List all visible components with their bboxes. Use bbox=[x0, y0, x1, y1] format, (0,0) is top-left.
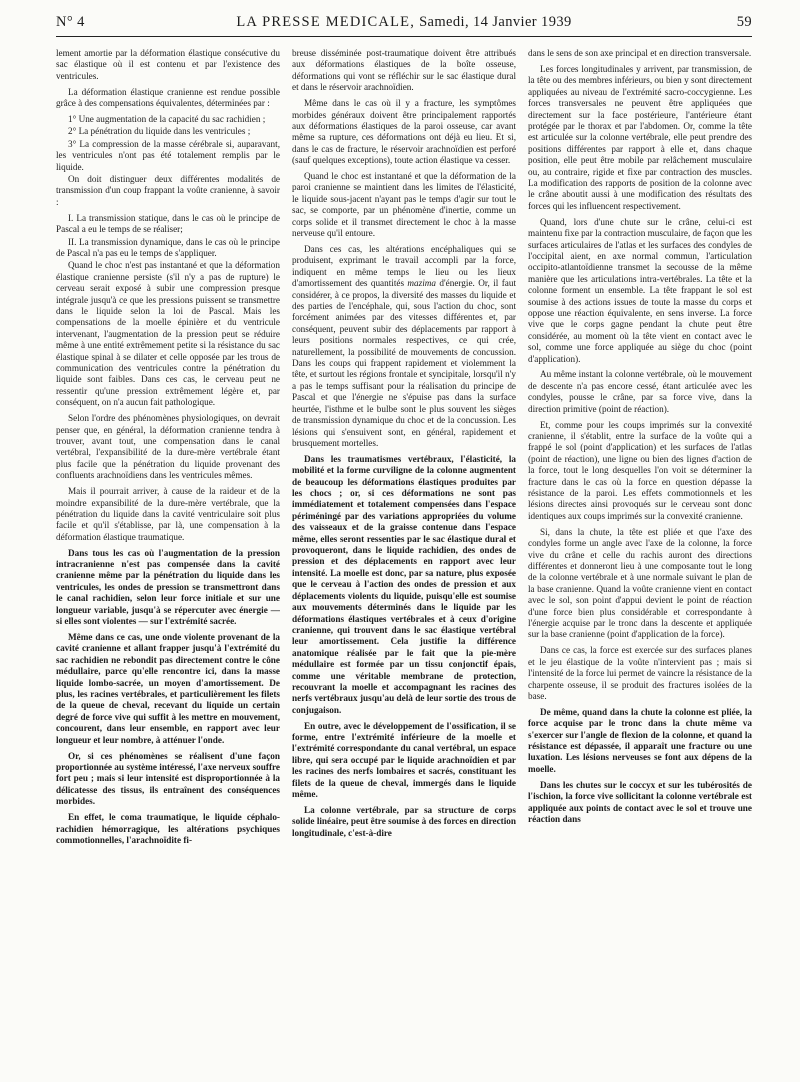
italic-term: mazima bbox=[407, 278, 437, 289]
paragraph: Dans tous les cas où l'augmentation de la pression intracranienne n'est pas compensée dans la cavité cranienne même par la pénétration du liquide dans les ventricules, les ondes de pression se transmettront dans le canal rachidien, selon leur force initiale et sur une longueur variable, jusqu'à se répercuter avec énergie — si elles sont violentes — sur l'extrémité sacrée. bbox=[56, 547, 280, 627]
paragraph: Au même instant la colonne vertébrale, où le mouvement de descente n'a pas encore cessé, étant articulée avec les condyles, pousse le crâne, par sa force vive, dans la direction primitive (point de réaction). bbox=[528, 369, 752, 414]
paragraph: Dans les chutes sur le coccyx et sur les tubérosités de l'ischion, la force vive sollicitant la colonne vertébrale est appliquée aux points de contact avec le sol et trouve une réaction dans bbox=[528, 779, 752, 824]
running-header bbox=[56, 12, 752, 37]
column-2 bbox=[292, 48, 516, 1074]
paragraph: Même dans le cas où il y a fracture, les symptômes morbides généraux doivent être principalement rapportés aux déformations élastiques de la paroi osseuse, car avant même sa rupture, ces déformations ont déjà eu lieu. Et si, dans le cas de fracture, le réservoir arachnoïdien est perforé (sauf quelques exceptions), toute action élastique va cesser. bbox=[292, 98, 516, 166]
list-item: II. La transmission dynamique, dans le cas où le principe de Pascal n'a pas eu le temps de s'appliquer. bbox=[56, 236, 280, 258]
issue-date: Samedi, 14 Janvier 1939 bbox=[419, 14, 572, 30]
paragraph: La déformation élastique cranienne est rendue possible grâce à des compensations équivalentes, déterminées par : bbox=[56, 86, 280, 109]
paragraph: Mais il pourrait arriver, à cause de la raideur et de la moindre expansibilité de la dure-mère vertébrale, que la pénétration du liquide dans la cavité ventriculaire soit plus facile et qu'il s'établisse, par là, une compensation à la déformation élastique traumatique. bbox=[56, 486, 280, 542]
paragraph: Dans ce cas, la force est exercée sur des surfaces planes et le jeu élastique de la voûte n'intervient pas ; mais si l'intensité de la force lui permet de vaincre la résistance de la charpente osseuse, il se produit des fractures isolées de la base. bbox=[528, 645, 752, 701]
issue-number: N° 4 bbox=[56, 14, 85, 30]
paragraph: Selon l'ordre des phénomènes physiologiques, on devrait penser que, en général, la déformation cranienne tendra à trouver, avant tout, une compensation dans le canal vertébral, l'expansibilité de la dure-mère vertébrale étant plus facile que la pénétration du liquide provenant des confluents arachnoïdiens dans les ventricules mêmes. bbox=[56, 413, 280, 481]
text-run: Dans ces cas, les altérations encéphaliques qui se produisent, exprimant le travail accompli par la force, indiquent en même temps le lieu ou les lieux d'amortissement des quantités bbox=[292, 244, 516, 289]
paragraph: La colonne vertébrale, par sa structure de corps solide linéaire, peut être soumise à des forces en direction longitudinale, c'est-à-dire bbox=[292, 805, 516, 838]
paragraph: lement amortie par la déformation élastique consécutive du sac élastique où il est contenu et par l'existence des ventricules. bbox=[56, 48, 280, 81]
paragraph: breuse disséminée post-traumatique doivent être attribués aux déformations élastiques de la boîte osseuse, déformations qui vont se réfléchir sur le sac élastique dural et dans le réservoir arachnoïdien. bbox=[292, 48, 516, 93]
article-columns bbox=[56, 48, 752, 1074]
page-number: 59 bbox=[736, 14, 752, 30]
list-item: I. La transmission statique, dans le cas où le principe de Pascal a eu le temps de se réaliser; bbox=[56, 212, 280, 235]
paragraph: On doit distinguer deux différentes modalités de transmission d'un coup frappant la voûte cranienne, à savoir : bbox=[56, 174, 280, 207]
paragraph: Les forces longitudinales y arrivent, par transmission, de la tête ou des membres inférieurs, ou bien y sont directement appliquées au niveau de l'extrémité sacro-coccygienne. Les forces transversales ne peuvent être appliquées que directement sur la face postérieure, l'antérieure étant protégée par le thorax et par l'abdomen. Or, comme la tête est articulée sur la colonne vertébrale, elle peut prendre des positions différentes par rapport à elle et, dans chaque position, elle peut être mobile par relâchement musculaire ou, au contraire, rigide et fixe par contraction des muscles. La modification des rapports de position de la colonne avec le crâne aboutit aussi à une modification des résultats des forces qui les influencent respectivement. bbox=[528, 63, 752, 211]
column-1 bbox=[56, 48, 280, 1074]
paragraph: dans le sens de son axe principal et en direction transversale. bbox=[528, 48, 752, 58]
list-item: 1° Une augmentation de la capacité du sac rachidien ; bbox=[68, 114, 266, 125]
paragraph: Si, dans la chute, la tête est pliée et que l'axe des condyles forme un angle avec l'axe de la colonne, la force vive du crâne et celle du rachis auront des directions différentes et donneront lieu à une composante tout le long de la colonne vertébrale et à une normale suivant le plan de la base cranienne. Quand la voûte cranienne vient en contact avec le sol, son point d'appui devient le point de réaction d'une force bien plus considérable et correspondante à l'énergie acquise par le tronc dans la descente et appliquée sur la base cranienne (point d'application de la force). bbox=[528, 526, 752, 640]
paragraph: Quand le choc est instantané et que la déformation de la paroi cranienne se maintient dans les limites de l'élasticité, le liquide sous-jacent n'ayant pas le temps d'agir sur tout le sac, se comporte, par un phénomène d'inertie, comme un corps solide et il transmet directement le choc à la masse nerveuse qu'il entoure. bbox=[292, 171, 516, 239]
paragraph: En effet, le coma traumatique, le liquide céphalo-rachidien hémorragique, les altérations psychiques commotionnelles, l'arachnoïdite fi- bbox=[56, 812, 280, 845]
paragraph bbox=[292, 244, 516, 449]
text-run: d'énergie. Or, il faut considérer, à ce propos, la diversité des masses du liquide et des parties de l'encéphale, qui, sous l'action du choc, sont forcément animées par des vitesses différentes et, par conséquent, peuvent subir des déplacements par rapport à leurs positions normales respectives, ce qui crée, naturellement, la possibilité de mouvements de concussion. Dans les coups qui frappent rapidement et violemment la tête, et surtout les régions frontale et syncipitale, lorsqu'il n'y a pas le temps suffisant pour la réalisation du principe de Pascal et que l'énergie ne s'épuise pas dans la surface heurtée, l'isthme et le bulbe sont le plus souvent les sièges de transmission dynamique du choc et de la concussion. Les lésions qui s'ensuivent sont, en général, rapidement et brusquement mortelles. bbox=[292, 278, 516, 448]
list-item: 2° La pénétration du liquide dans les ventricules ; bbox=[68, 126, 251, 137]
journal-title: LA PRESSE MEDICALE, bbox=[236, 14, 416, 30]
paragraph: Quand, lors d'une chute sur le crâne, celui-ci est maintenu fixe par la contraction musculaire, de façon que les surfaces articulaires de l'atlas et les surfaces des condyles de l'occipital aient, en axe normal commun, l'articulation occipito-atlantoïdienne transmet la secousse de la même manière que les articulations intra-vertébrales. La tête et la colonne forment un ensemble. La tête frappant le sol est soumise à des actions issues de toute la masse du corps et oppose une réaction équivalente, en sens inverse. La force vive que le corps gagne pendant la chute peut être considérée, au moment où la tête vient en contact avec le sol, comme une force appliquée au siège du choc (point d'application). bbox=[528, 216, 752, 364]
paragraph: Même dans ce cas, une onde violente provenant de la cavité cranienne et allant frapper jusqu'à l'extrémité du sac rachidien ne rebondit pas directement contre le cône médullaire, parce qu'elle rencontre ici, dans la masse liquide lombo-sacrée, un moyen d'amortissement. De plus, les racines vertébrales, et particulièrement les filets de la queue de cheval, recevant du liquide un certain degré de force vive qui suffit à les mettre en mouvement, concourent, dans leur ensemble, en rapport avec leur longueur et leur nombre, à atténuer l'onde. bbox=[56, 632, 280, 745]
column-3 bbox=[528, 48, 752, 1074]
list-item: 3° La compression de la masse cérébrale si, auparavant, les ventricules n'ont pas été totalement remplis par le liquide. bbox=[56, 138, 280, 172]
paragraph: De même, quand dans la chute la colonne est pliée, la force acquise par le tronc dans la chute même va s'exercer sur l'angle de flexion de la colonne, et quand la résistance est dépassée, il apparaît une fracture ou une luxation. Les lésions nerveuses se font aux dépens de la moelle. bbox=[528, 706, 752, 774]
paragraph: Et, comme pour les coups imprimés sur la convexité cranienne, il s'établit, entre la surface de la voûte qui a frappé le sol (point d'application) et les surfaces de l'atlas (point de réaction), une ligne ou bien des lignes d'action de la force, tout le long desquelles l'on voit se déterminer la fracture dans le cas où la force en question dépasse la résistance de la paroi. Les effets commotionnels et les lésions directes ainsi provoqués sur le cerveau sont donc identiques aux coups imprimés sur la convexité cranienne. bbox=[528, 419, 752, 521]
paragraph: En outre, avec le développement de l'ossification, il se forme, entre l'extrémité inférieure de la moelle et l'extrémité correspondante du canal vertébral, un espace libre, qui sera occupé par le liquide arachnoïdien et par les racines des nerfs lombaires et sacrés, constituant les filets de la queue de cheval, immergés dans le liquide même. bbox=[292, 720, 516, 800]
paragraph: Or, si ces phénomènes se réalisent d'une façon proportionnée au système intéressé, l'axe nerveux souffre fort peu ; mais si leur intensité est disproportionnée à la délicatesse des tissus, ils entraînent des conséquences morbides. bbox=[56, 750, 280, 807]
journal-title-line bbox=[56, 14, 752, 31]
paragraph: Dans les traumatismes vertébraux, l'élasticité, la mobilité et la forme curviligne de la colonne augmentent de beaucoup les déformations élastiques produites par les chocs ; or, si ces déformations ne sont pas immédiatement et totalement compensées dans l'espace périméningé par des variations appropriées du volume des vaisseaux et de la graisse contenue dans l'espace même, elles seront ressenties par le sac élastique dural et provoqueront, dans le liquide rachidien, des ondes de pression et des déplacements en rapport avec leur intensité. La moelle est donc, par sa nature, plus exposée que le cerveau à l'action des ondes de pression et aux déplacements violents du liquide, puisqu'elle est soumise aux mouvements déterminés dans le liquide par les déformations élastiques vertébrales et à ceux d'origine cranienne, qui trouvent dans le sac élastique vertébral leur amortissement. Cela justifie la différence anatomique réalisée par le fait que la pie-mère médullaire est formée par un tissu conjonctif épais, comme une véritable membrane de protection, recouvrant la moelle et accompagnant les racines des nerfs vertébraux jusqu'au delà de leur sortie des trous de conjugaison. bbox=[292, 453, 516, 715]
paragraph: Quand le choc n'est pas instantané et que la déformation élastique cranienne persiste (s'il n'y a pas de rupture) le cerveau serait exposé à subir une compression presque intégrale jusqu'à ce que les pressions puissent se transmettre dans le liquide selon la loi de Pascal. Mais les compensations de la moelle épinière et du ventricule intervenant, l'augmentation de la pression peut se réduire même à une entité extrêmement petite si la résistance du sac élastique spinal à se dilater et celle opposée par les trous de communication des ventricules contre la pénétration du liquide sont faibles. Dans ces cas, le cerveau peut ne ressentir qu'une pression extrêmement légère et, par conséquent, on n'a aucun fait pathologique. bbox=[56, 260, 280, 408]
